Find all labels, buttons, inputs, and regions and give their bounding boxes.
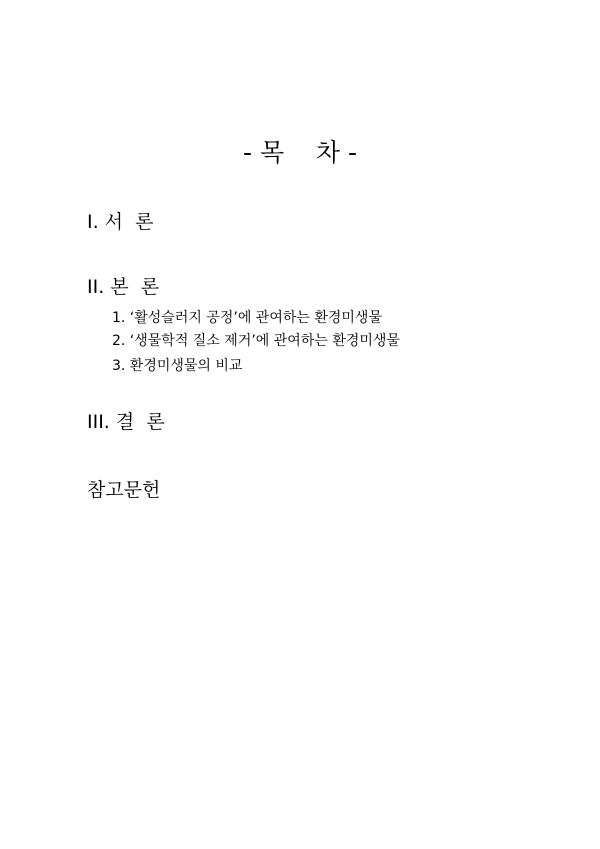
section-introduction: I. 서 론 xyxy=(87,211,154,233)
subsection-item: 1. ‘활성슬러지 공정’에 관여하는 환경미생물 xyxy=(112,310,382,326)
section-conclusion: III. 결 론 xyxy=(87,411,165,433)
subsection-item: 2. ‘생물학적 질소 제거’에 관여하는 환경미생물 xyxy=(112,333,400,349)
toc-title: - 목 차 - xyxy=(242,138,358,167)
subsection-item: 3. 환경미생물의 비교 xyxy=(112,358,243,374)
section-references: 참고문헌 xyxy=(87,479,161,501)
section-body: II. 본 론 xyxy=(87,276,160,298)
